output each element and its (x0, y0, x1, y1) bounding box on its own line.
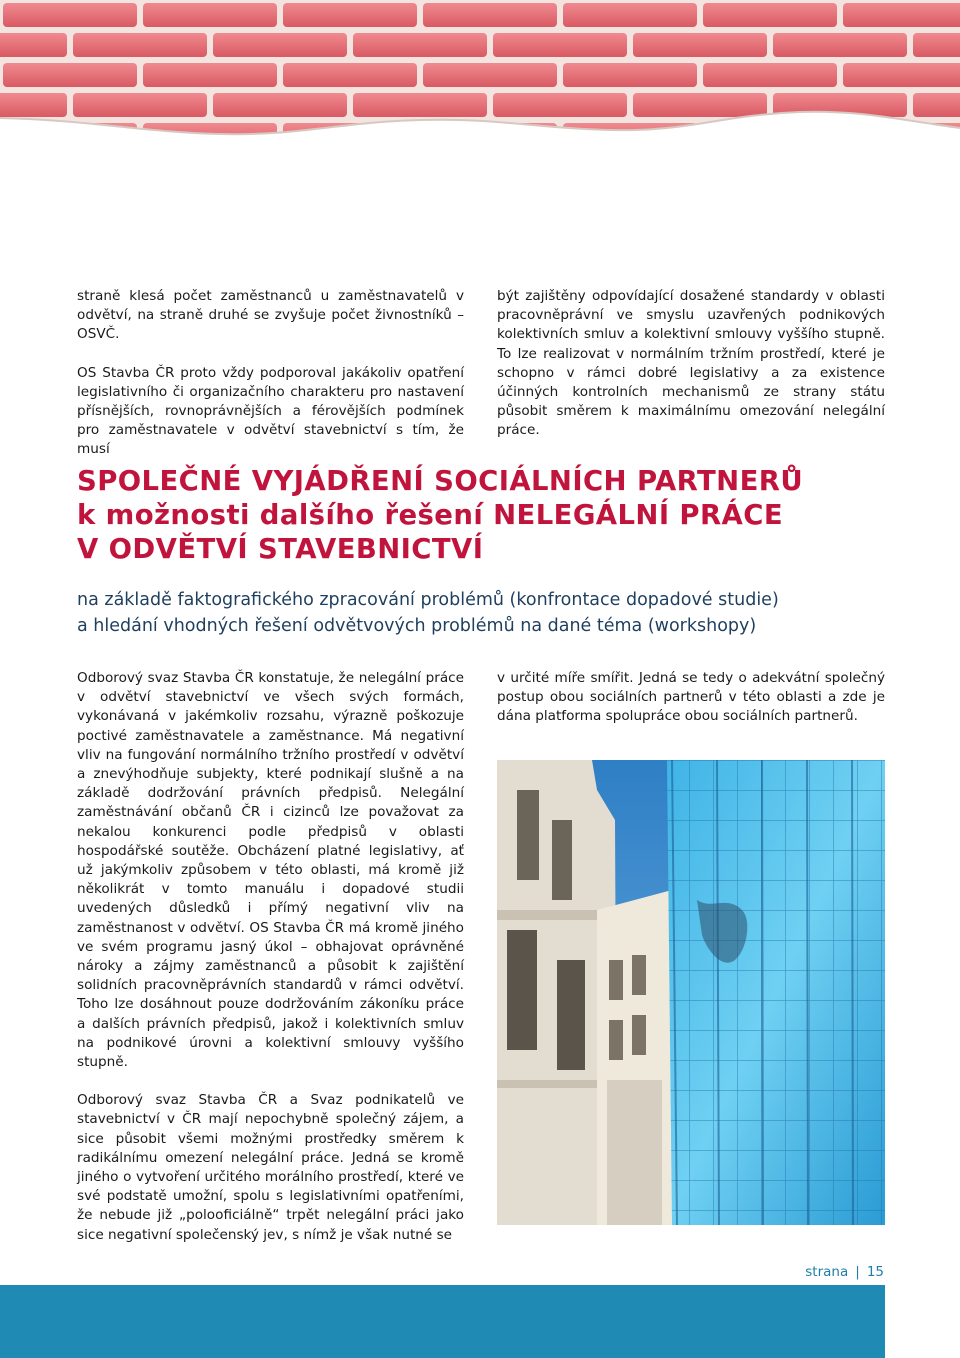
paragraph: OS Stavba ČR proto vždy podporoval jakákoliv opatření legislativního či organizačního charakteru pro nastavení přísnějších, rovnoprávnějších a férovějších podmínek pro zaměstnavatele v odvětví stavebnictví s tím, že musí (77, 364, 464, 458)
text-column-top-left (77, 287, 464, 479)
subheading-line-1: na základě faktografického zpracování problémů (konfrontace dopadové studie) (77, 590, 779, 610)
section-subheading (77, 587, 917, 639)
text-column-bottom-right (497, 669, 885, 746)
paragraph: Odborový svaz Stavba ČR a Svaz podnikatelů ve stavebnictví v ČR mají nepochybně společný zájem, a sice působit všemi možnými prostředky směrem k radikálnímu omezení nelegální práce. Jedná se kromě jiného o vytvoření určitého morálního prostředí, které ve své podstatě umožní, spolu s legislativními opatřeními, že nebude již „polooficiálně“ trpět nelegální práci jako sice negativní společenský jev, s nímž je však nutné se (77, 1092, 464, 1243)
scaffolding-photo (497, 760, 885, 1225)
text-column-bottom-left (77, 669, 464, 1264)
page-footer-label (805, 1264, 884, 1280)
subheading-line-2: a hledání vhodných řešení odvětvových problémů na dané téma (workshopy) (77, 616, 757, 636)
paragraph: straně klesá počet zaměstnanců u zaměstnavatelů v odvětví, na straně druhé se zvyšuje počet živnostníků – OSVČ. (77, 288, 464, 343)
paragraph: v určité míře smířit. Jedná se tedy o adekvátní společný postup obou sociálních partnerů v této oblasti a zde je dána platforma spolupráce obou sociálních partnerů. (497, 670, 885, 725)
section-heading (77, 464, 897, 566)
paragraph: být zajištěny odpovídající dosažené standardy v oblasti pracovněprávní ve smyslu uzavřených podnikových kolektivních smluv a kolektivní smlouvy vyššího stupně. To lze realizovat v normálním tržním prostředí, které je schopno v rámci dobré legislativy a za existence účinných kontrolních mechanismů ze strany státu působit směrem k maximálnímu omezování nelegální práce. (497, 288, 885, 439)
page-label: strana (805, 1264, 849, 1280)
text-column-top-right (497, 287, 885, 460)
brick-wall-header (0, 0, 960, 150)
heading-line-3: V ODVĚTVÍ STAVEBNICTVÍ (77, 533, 484, 565)
heading-line-1: SPOLEČNÉ VYJÁDŘENÍ SOCIÁLNÍCH PARTNERŮ (77, 465, 804, 497)
footer-bar (0, 1285, 885, 1358)
paragraph: Odborový svaz Stavba ČR konstatuje, že nelegální práce v odvětví stavebnictví ve všech svých formách, vykonávaná v jakémkoliv rozsahu, výrazně poškozuje poctivé zaměstnavatele a zaměstnance. Má negativní vliv na fungování normálního tržního prostředí v odvětví a znevýhodňuje subjekty, které podnikají slušně a na základě dodržování právních předpisů. Nelegální zaměstnávání občanů ČR i cizinců lze považovat za nekalou konkurenci podle předpisů v oblasti hospodářské soutěže. Obcházení platné legislativy, ať už jakýmkoliv způsobem v této oblasti, má kromě již několikrát v tomto manuálu i dopadové studii uvedených důsledků i přímý negativní vliv na zaměstnanost v odvětví. OS Stavba ČR má kromě jiného ve svém programu jasný úkol – obhajovat oprávněné nároky a zájmy zaměstnanců a působit k zajištění solidních pracovněprávních standardů v rámci odvětví. Toho lze dosáhnout pouze dodržováním zákoníku práce a dalších právních předpisů, jakož i kolektivních smluv na podnikové úrovni a kolektivní smlouvy vyššího stupně. (77, 670, 464, 1071)
page-number: 15 (866, 1264, 884, 1280)
heading-line-2: k možnosti dalšího řešení NELEGÁLNÍ PRÁCE (77, 499, 784, 531)
separator: | (855, 1264, 860, 1280)
